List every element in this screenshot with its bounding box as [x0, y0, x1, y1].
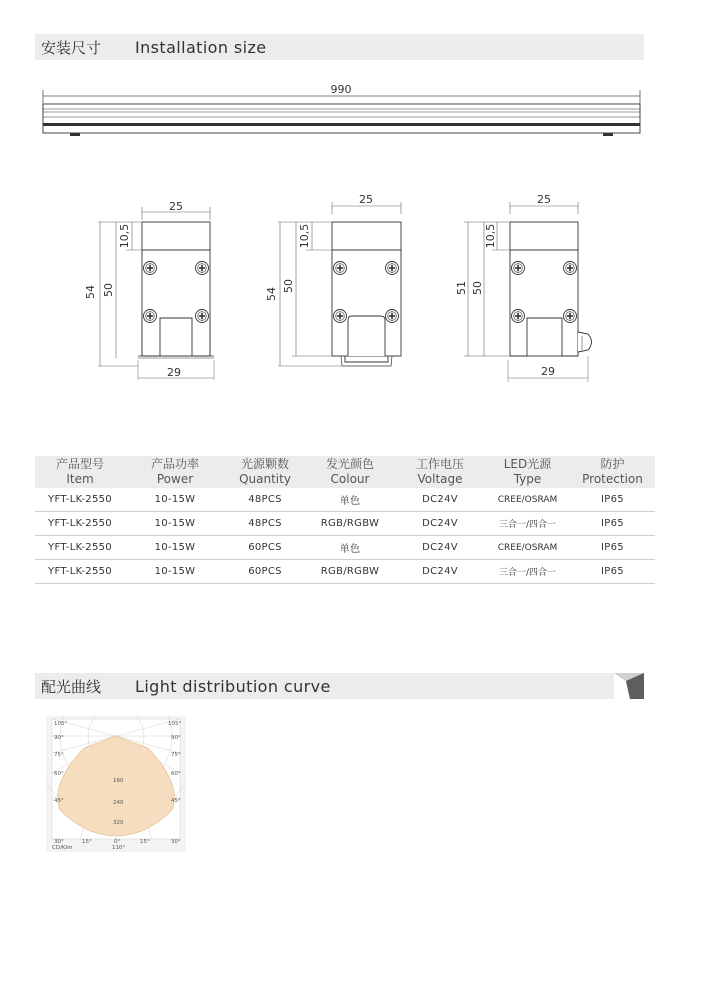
cap-height-label: 10,5 [484, 223, 497, 249]
angle-label: 75° [171, 752, 181, 758]
angle-label: 105° [54, 721, 68, 727]
height-total-label: 54 [84, 285, 97, 299]
beam-angle-label: 110° [112, 845, 126, 851]
angle-label: 60° [54, 771, 64, 777]
table-cell: CREE/OSRAM [485, 488, 570, 512]
angle-label: 30° [54, 839, 64, 845]
spec-table-header [35, 456, 655, 488]
angle-label: 15° [140, 839, 150, 845]
cap-height-label: 10,5 [118, 223, 131, 249]
table-cell: DC24V [395, 560, 485, 584]
table-cell: RGB/RGBW [305, 560, 395, 584]
width-label: 25 [537, 193, 551, 206]
table-cell: YFT-LK-2550 [35, 536, 125, 560]
light-distribution-curve [46, 716, 186, 852]
table-cell: YFT-LK-2550 [35, 560, 125, 584]
table-row [35, 536, 655, 560]
angle-label: 75° [54, 752, 64, 758]
angle-label: 30° [171, 839, 181, 845]
angle-label: 105° [168, 721, 182, 727]
end-view-1 [84, 200, 214, 380]
end-view-2 [265, 193, 401, 366]
table-cell: 48PCS [225, 488, 305, 512]
table-cell: 48PCS [225, 512, 305, 536]
angle-label: 45° [54, 798, 64, 804]
cap-height-label: 10,5 [298, 223, 311, 249]
col-header-voltage: 工作电压 Voltage [395, 456, 485, 488]
bottom-width-label: 29 [541, 365, 555, 378]
table-row [35, 488, 655, 512]
col-header-protection: 防护 Protection [570, 456, 655, 488]
table-row [35, 512, 655, 536]
bar-body [43, 104, 640, 133]
table-cell: YFT-LK-2550 [35, 488, 125, 512]
col-header-power: 产品功率 Power [125, 456, 225, 488]
table-cell: CREE/OSRAM [485, 536, 570, 560]
height-total-label: 54 [265, 287, 278, 301]
col-header-quantity: 光源颗数 Quantity [225, 456, 305, 488]
angle-label: 90° [54, 735, 64, 741]
end-views-drawing [0, 180, 715, 400]
table-cell: DC24V [395, 488, 485, 512]
angle-label: 15° [82, 839, 92, 845]
table-cell: 单色 [305, 536, 395, 560]
corner-logo-icon [614, 673, 644, 699]
table-cell: 单色 [305, 488, 395, 512]
installation-title-en: Installation size [135, 37, 267, 57]
table-cell: 三合一/四合一 [485, 560, 570, 584]
light-distribution-title-en: Light distribution curve [135, 676, 331, 696]
table-cell: RGB/RGBW [305, 512, 395, 536]
angle-label: 60° [171, 771, 181, 777]
col-header-item: 产品型号 Item [35, 456, 125, 488]
width-label: 25 [169, 200, 183, 213]
bar-mount-right [603, 133, 613, 136]
col-header-type: LED光源 Type [485, 456, 570, 488]
ring-value-label: 240 [113, 800, 124, 806]
col-header-colour: 发光颜色 Colour [305, 456, 395, 488]
width-label: 25 [359, 193, 373, 206]
table-cell: IP65 [570, 512, 655, 536]
installation-title-cn: 安装尺寸 [41, 38, 102, 57]
table-cell: DC24V [395, 536, 485, 560]
height-body-label: 50 [102, 283, 115, 297]
height-total-label: 51 [455, 281, 468, 295]
bar-base-strip [43, 123, 640, 126]
height-body-label: 50 [471, 281, 484, 295]
angle-label: 45° [171, 798, 181, 804]
height-body-label: 50 [282, 279, 295, 293]
light-distribution-title-cn: 配光曲线 [41, 677, 102, 696]
length-label: 990 [330, 83, 352, 96]
bottom-width-label: 29 [167, 366, 181, 379]
ring-value-label: 160 [113, 778, 124, 784]
bar-side-drawing [0, 0, 715, 150]
table-cell: 60PCS [225, 536, 305, 560]
bar-mount-left [70, 133, 80, 136]
table-cell: 三合一/四合一 [485, 512, 570, 536]
end-view-3 [455, 193, 592, 382]
unit-label: CD/Klm [52, 845, 73, 851]
table-cell: YFT-LK-2550 [35, 512, 125, 536]
table-row [35, 560, 655, 584]
ring-value-label: 320 [113, 820, 124, 826]
table-cell: IP65 [570, 488, 655, 512]
table-cell: 10-15W [125, 512, 225, 536]
table-cell: IP65 [570, 536, 655, 560]
table-cell: 10-15W [125, 536, 225, 560]
angle-label: 90° [171, 735, 181, 741]
table-cell: 60PCS [225, 560, 305, 584]
table-cell: 10-15W [125, 560, 225, 584]
light-distribution-header [35, 673, 644, 699]
table-cell: IP65 [570, 560, 655, 584]
angle-label: 0° [114, 839, 121, 845]
table-cell: DC24V [395, 512, 485, 536]
spec-table [35, 456, 655, 584]
table-cell: 10-15W [125, 488, 225, 512]
